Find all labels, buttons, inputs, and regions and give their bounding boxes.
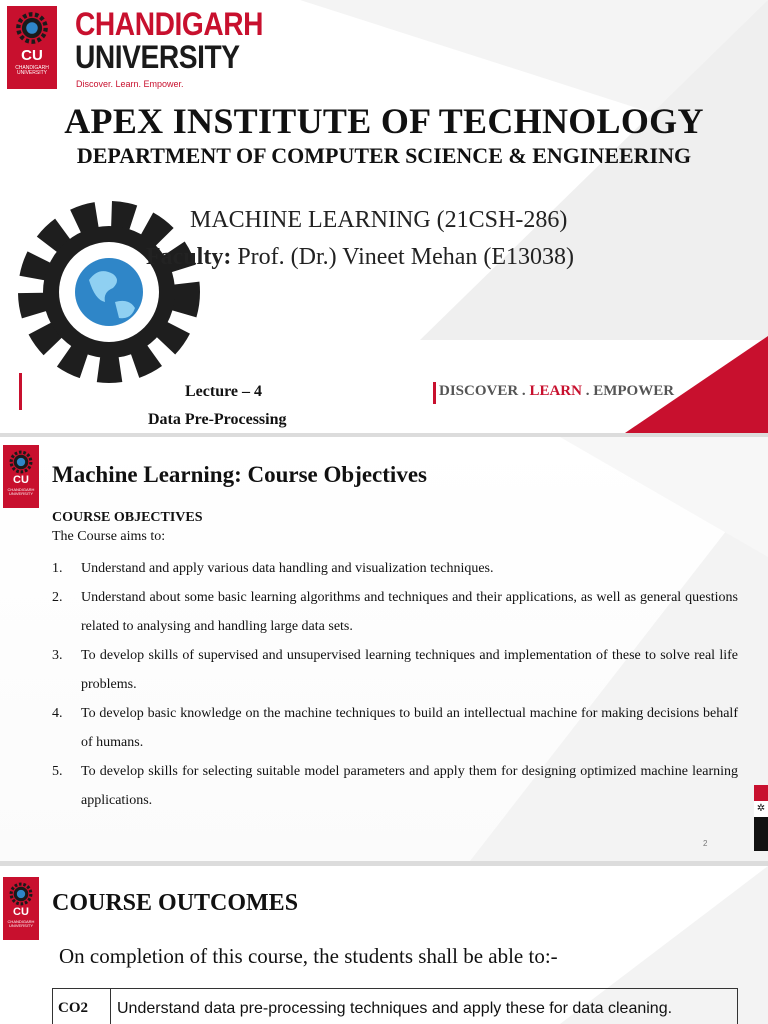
page-number: 2 bbox=[703, 839, 708, 848]
list-item: 5. To develop skills for selecting suitable model parameters and apply them for designing optimized machine learning applications. bbox=[52, 764, 738, 808]
outcome-text: Understand data pre-processing techniques and apply these for data cleaning. bbox=[111, 989, 738, 1024]
table-row bbox=[53, 989, 738, 1024]
logo-name: CHANDIGARH UNIVERSITY bbox=[15, 65, 49, 77]
list-item: 2. Understand about some basic learning algorithms and techniques and their applications, as well as general questions related to analysing and handling large data sets. bbox=[52, 590, 738, 634]
section-heading: COURSE OBJECTIVES bbox=[52, 510, 203, 525]
side-logo-strip bbox=[754, 817, 768, 851]
brand-line-1: CHANDIGARH bbox=[75, 6, 264, 42]
slide-title: Machine Learning: Course Objectives bbox=[52, 462, 427, 487]
list-item: 4. To develop basic knowledge on the machine techniques to build an intellectual machine for making decisions behalf of humans. bbox=[52, 706, 738, 750]
red-accent-bar bbox=[433, 382, 436, 404]
cu-logo bbox=[3, 445, 39, 508]
red-accent-bar bbox=[19, 373, 22, 410]
brand-tagline: Discover. Learn. Empower. bbox=[76, 79, 184, 89]
faculty-name: Prof. (Dr.) Vineet Mehan (E13038) bbox=[231, 244, 575, 270]
section-intro: On completion of this course, the students shall be able to:- bbox=[59, 944, 558, 968]
gear-globe-icon bbox=[8, 449, 34, 475]
gear-globe-icon bbox=[8, 881, 34, 907]
lecture-number: Lecture – 4 bbox=[185, 383, 263, 400]
logo-name: CHANDIGARH UNIVERSITY bbox=[7, 487, 35, 497]
list-item: 1. Understand and apply various data handling and visualization techniques. bbox=[52, 561, 494, 576]
logo-name: CHANDIGARH UNIVERSITY bbox=[7, 919, 35, 929]
gear-globe-icon bbox=[14, 10, 50, 46]
institute-title: APEX INSTITUTE OF TECHNOLOGY bbox=[64, 101, 704, 141]
logo-letters: CU bbox=[21, 47, 43, 64]
gear-globe-icon bbox=[4, 196, 214, 396]
title-slide bbox=[0, 0, 768, 433]
outcomes-table bbox=[52, 988, 738, 1024]
objectives-list bbox=[52, 554, 738, 815]
slide-title: COURSE OUTCOMES bbox=[52, 890, 299, 916]
list-item: 3. To develop skills of supervised and unsupervised learning techniques and implementation of these to solve real life problems. bbox=[52, 648, 738, 692]
side-logo-strip bbox=[754, 785, 768, 801]
cu-logo bbox=[3, 877, 39, 940]
course-objectives-slide bbox=[0, 437, 768, 861]
faculty-line bbox=[146, 244, 574, 271]
gear-icon: ✲ bbox=[754, 801, 768, 817]
section-intro: The Course aims to: bbox=[52, 529, 166, 544]
lecture-topic: Data Pre-Processing bbox=[148, 411, 287, 428]
course-outcomes-slide bbox=[0, 866, 768, 1024]
cu-logo bbox=[7, 6, 57, 89]
logo-letters: CU bbox=[13, 906, 29, 918]
brand-title bbox=[75, 8, 263, 74]
outcome-code: CO2 bbox=[53, 989, 111, 1024]
course-name: MACHINE LEARNING (21CSH-286) bbox=[190, 207, 568, 233]
department-title: DEPARTMENT OF COMPUTER SCIENCE & ENGINEERING bbox=[76, 143, 692, 168]
logo-letters: CU bbox=[13, 474, 29, 486]
faculty-label: Faculty: bbox=[146, 244, 232, 270]
brand-line-2: UNIVERSITY bbox=[75, 39, 240, 75]
discover-learn-empower: DISCOVER . LEARN . EMPOWER bbox=[439, 383, 675, 399]
